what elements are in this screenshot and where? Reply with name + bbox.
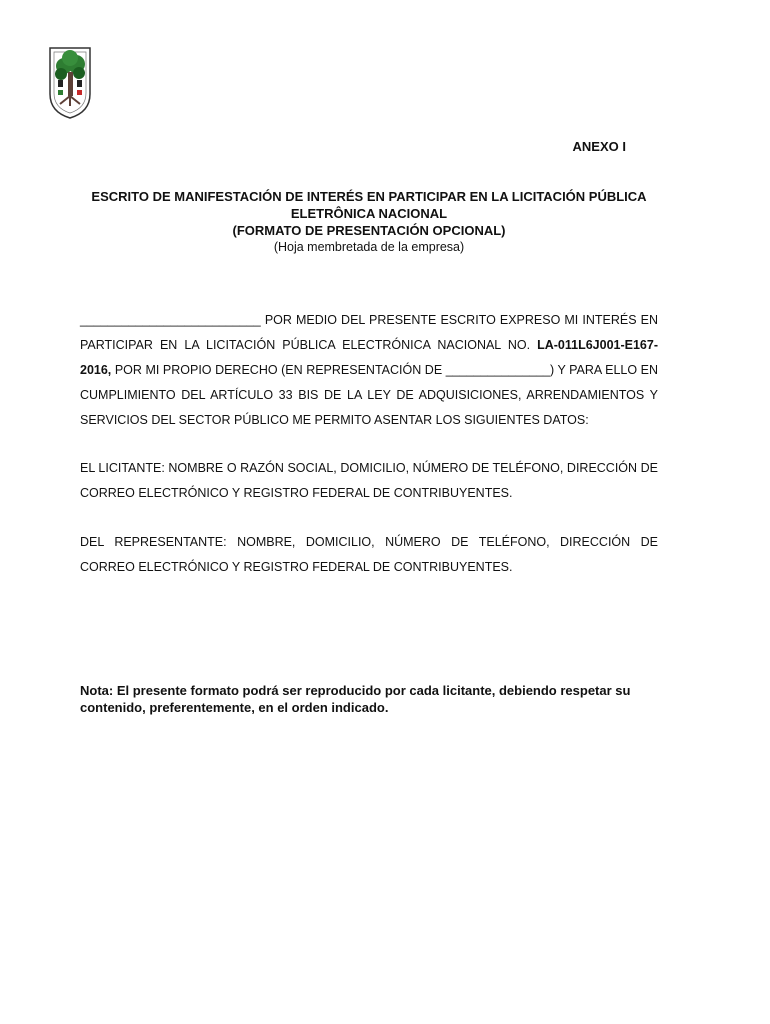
title-line-2: ELETRÔNICA NACIONAL xyxy=(290,206,448,221)
representation-blank: _______________ xyxy=(445,363,550,377)
annex-label: ANEXO I xyxy=(572,139,626,154)
tree-seal-icon xyxy=(42,42,98,120)
paragraph-bidder-data: EL LICITANTE: NOMBRE O RAZÓN SOCIAL, DOMICILIO, NÚMERO DE TELÉFONO, DIRECCIÓN DE CORREO ELECTRÓNICO Y REGISTRO FEDERAL DE CONTRIBUYENTES. xyxy=(80,461,658,500)
title-line-3: (FORMATO DE PRESENTACIÓN OPCIONAL) xyxy=(232,223,506,238)
paragraph1-part-b: POR MI PROPIO DERECHO (EN REPRESENTACIÓN DE xyxy=(111,363,446,377)
note-text: Nota: El presente formato podrá ser reproducido por cada licitante, debiendo respetar su contenido, preferentemente, en el orden indicado. xyxy=(80,683,631,715)
document-title-block xyxy=(80,188,658,256)
paragraph-interest-statement xyxy=(80,308,658,433)
title-line-1: ESCRITO DE MANIFESTACIÓN DE INTERÉS EN PARTICIPAR EN LA LICITACIÓN PÚBLICA xyxy=(91,189,647,204)
letterhead-note: (Hoja membretada de la empresa) xyxy=(273,240,465,254)
tender-number: LA-011L6J001-E167-2016, xyxy=(80,338,658,377)
name-blank: __________________________ xyxy=(80,313,261,327)
paragraph-representative-data: DEL REPRESENTANTE: NOMBRE, DOMICILIO, NÚMERO DE TELÉFONO, DIRECCIÓN DE CORREO ELECTRÓNICO Y REGISTRO FEDERAL DE CONTRIBUYENTES. xyxy=(80,535,658,574)
paragraph1-part-c: ) Y PARA ELLO EN CUMPLIMIENTO DEL ARTÍCULO 33 BIS DE LA LEY DE ADQUISICIONES, ARRENDAMIENTOS Y SERVICIOS DEL SECTOR PÚBLICO ME PERMITO ASENTAR LOS SIGUIENTES DATOS: xyxy=(80,363,658,427)
paragraph1-part-a: POR MEDIO DEL PRESENTE ESCRITO EXPRESO MI INTERÉS EN PARTICIPAR EN LA LICITACIÓN PÚBLICA ELECTRÓNICA NACIONAL NO. xyxy=(80,313,658,352)
